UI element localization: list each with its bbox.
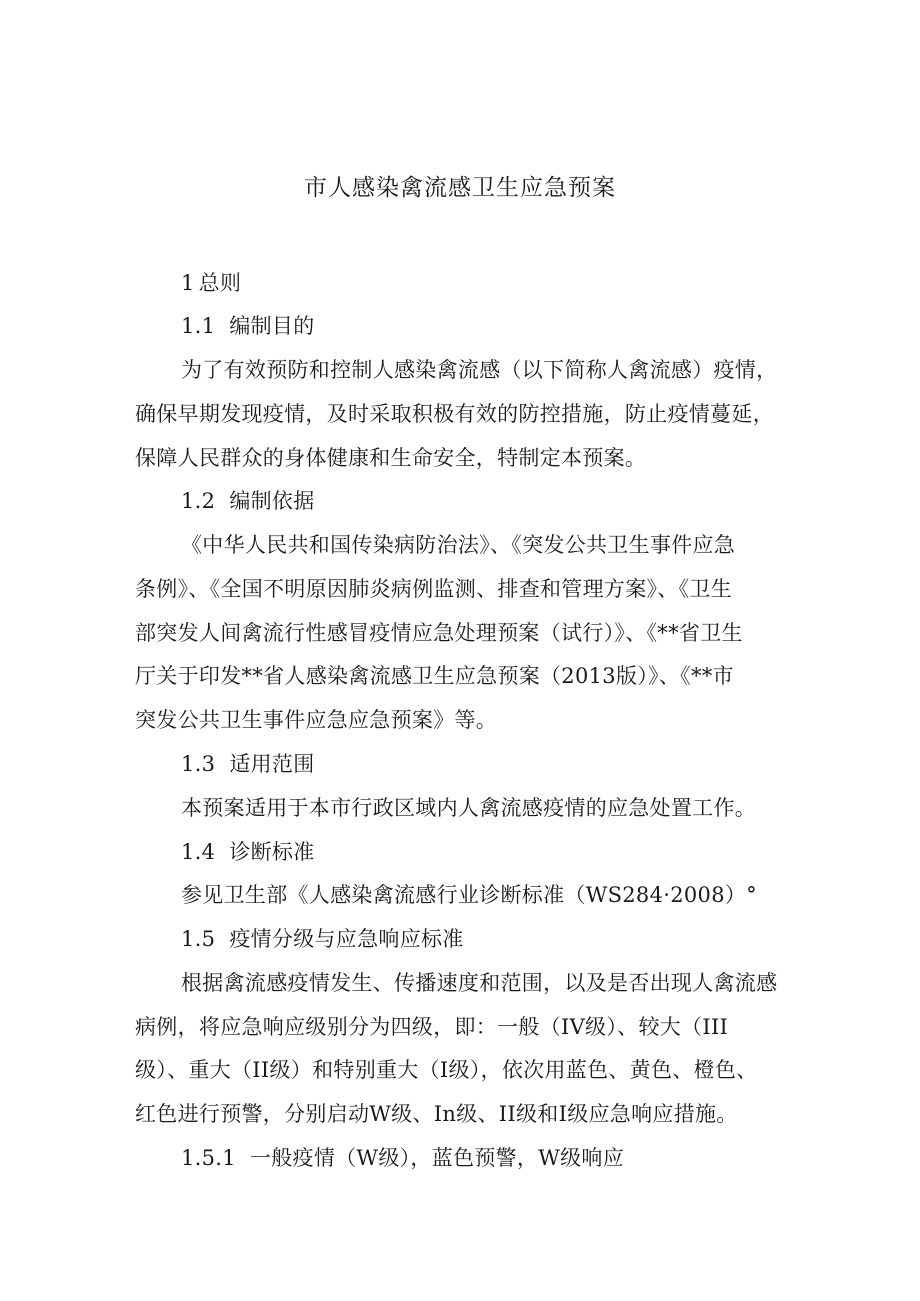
- section-label: 诊断标准: [229, 840, 315, 864]
- section-number: 1.3: [181, 752, 216, 776]
- paragraph-line: 《中华人民共和国传染病防治法》、《突发公共卫生事件应急: [181, 533, 736, 557]
- section-label: 疫情分级与应急响应标准: [229, 927, 464, 951]
- section-number: 1.5: [181, 927, 216, 951]
- paragraph-line: 本预案适用于本市行政区域内人禽流感疫情的应急处置工作。: [181, 796, 757, 820]
- section-number: 1.1: [181, 314, 216, 338]
- section-number: 1.5.1: [181, 1146, 236, 1170]
- paragraph-line: 参见卫生部《人感染禽流感行业诊断标准（WS284·2008）°: [181, 883, 757, 907]
- paragraph-line: 确保早期发现疫情，及时采取积极有效的防控措施，防止疫情蔓延，: [135, 402, 774, 426]
- section-heading-scope: [181, 749, 315, 779]
- section-label: 适用范围: [229, 752, 315, 776]
- section-number: 1.2: [181, 489, 216, 513]
- section-label: 一般疫情（W级），蓝色预警，W级响应: [249, 1146, 625, 1170]
- section-heading-diagnosis: [181, 837, 315, 867]
- section-heading-basis: [181, 486, 315, 516]
- section-label: 总则: [198, 271, 242, 295]
- section-heading-purpose: [181, 311, 315, 341]
- paragraph-line: 突发公共卫生事件应急应急预案》等。: [135, 708, 498, 732]
- section-label: 编制目的: [229, 314, 315, 338]
- paragraph-line: 级）、重大（II级）和特别重大（I级），依次用蓝色、黄色、橙色、: [135, 1058, 758, 1082]
- paragraph-line: 红色进行预警，分别启动W级、In级、II级和I级应急响应措施。: [135, 1102, 738, 1126]
- paragraph-line: 根据禽流感疫情发生、传播速度和范围，以及是否出现人禽流感: [181, 971, 778, 995]
- paragraph-line: 病例，将应急响应级别分为四级，即：一般（IV级）、较大（III: [135, 1015, 729, 1039]
- paragraph-line: 条例》、《全国不明原因肺炎病例监测、排查和管理方案》、《卫生: [135, 577, 732, 601]
- section-label: 编制依据: [229, 489, 315, 513]
- section-heading-level4: [181, 1143, 624, 1173]
- paragraph-line: 厅关于印发**省人感染禽流感卫生应急预案（2013版）》、《**市: [135, 664, 734, 688]
- paragraph-line: 保障人民群众的身体健康和生命安全，特制定本预案。: [135, 446, 647, 470]
- paragraph-line: 部突发人间禽流行性感冒疫情应急处理预案（试行）》、《**省卫生: [135, 621, 743, 645]
- document-title: 市人感染禽流感卫生应急预案: [304, 175, 616, 201]
- section-number: 1: [181, 271, 195, 295]
- paragraph-line: 为了有效预防和控制人感染禽流感（以下简称人禽流感）疫情，: [181, 358, 778, 382]
- section-number: 1.4: [181, 840, 216, 864]
- section-heading-grading: [181, 924, 464, 954]
- section-heading-general: [181, 268, 241, 298]
